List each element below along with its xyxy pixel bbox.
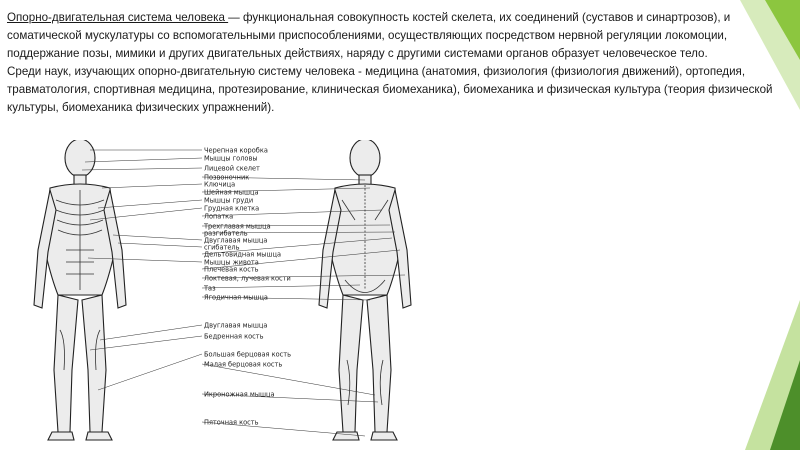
anatomy-label: Грудная клетка (204, 204, 260, 213)
label-leader-line (98, 354, 202, 390)
anatomy-label: Мышцы груди (204, 196, 254, 205)
anatomy-label: разгибатель (204, 229, 248, 238)
anatomy-label: Плечевая кость (204, 265, 259, 274)
anatomy-illustration (30, 140, 430, 448)
anatomy-label: Таз (204, 284, 216, 293)
anatomy-label: Бедренная кость (204, 332, 264, 341)
anatomy-label: Трехглавая мышца (204, 222, 271, 231)
anatomy-label: Двуглавая мышца (204, 321, 268, 330)
term-musculoskeletal-system: Опорно-двигательная система человека (7, 11, 229, 24)
paragraph-definition (7, 9, 787, 63)
anatomy-label: Ягодичная мышца (204, 293, 268, 302)
anatomy-label: Мышцы головы (204, 154, 258, 163)
definition-text: — функциональная совокупность костей скелета, их соединений (суставов и синартрозов), и соматической мускулатуры со вспомогательными приспособлениями, осуществляющих посредством нервной регуляции локомоции, поддержание позы, мимики и других двигательных действиях, наряду с другими системами органов образует человеческое тело. (7, 11, 731, 60)
label-leader-line (118, 243, 202, 247)
anatomy-label: Малая берцовая кость (204, 360, 283, 369)
anatomy-label: Пяточная кость (204, 418, 259, 427)
label-leader-line (90, 336, 202, 350)
anatomy-label: Икроножная мышца (204, 390, 275, 399)
label-leader-line (113, 235, 202, 240)
label-leader-line (202, 285, 360, 288)
anatomy-label: Позвоночник (204, 173, 250, 182)
anatomy-label: сгибатель (204, 243, 240, 252)
anatomy-label: Мышцы живота (204, 258, 259, 267)
label-leader-line (85, 158, 202, 162)
anatomy-label: Лопатка (204, 212, 234, 221)
paragraph-sciences: Среди наук, изучающих опорно-двигательную систему человека - медицина (анатомия, физиология (физиология движений), ортопедия, травматология, спортивная медицина, протезирование, клиническая биомеханика), биомеханика и физическая культура (теория физической культуры, биомеханика физических упражнений). (7, 65, 773, 114)
anatomy-label: Большая берцовая кость (204, 350, 291, 359)
label-leader-line (82, 168, 202, 170)
label-leader-line (102, 184, 202, 188)
anatomy-label: Ключица (204, 180, 236, 189)
anatomy-label: Шейная мышца (204, 188, 259, 197)
anatomy-label: Локтевая, лучевая кости (204, 274, 291, 283)
anatomy-label: Двуглавая мышца (204, 236, 268, 245)
anatomy-label: Лицевой скелет (204, 164, 260, 173)
slide-text (7, 9, 787, 117)
label-leader-line (98, 200, 202, 208)
anatomy-label: Черепная коробка (204, 146, 268, 155)
anatomy-label: Дельтовидная мышца (204, 250, 282, 259)
